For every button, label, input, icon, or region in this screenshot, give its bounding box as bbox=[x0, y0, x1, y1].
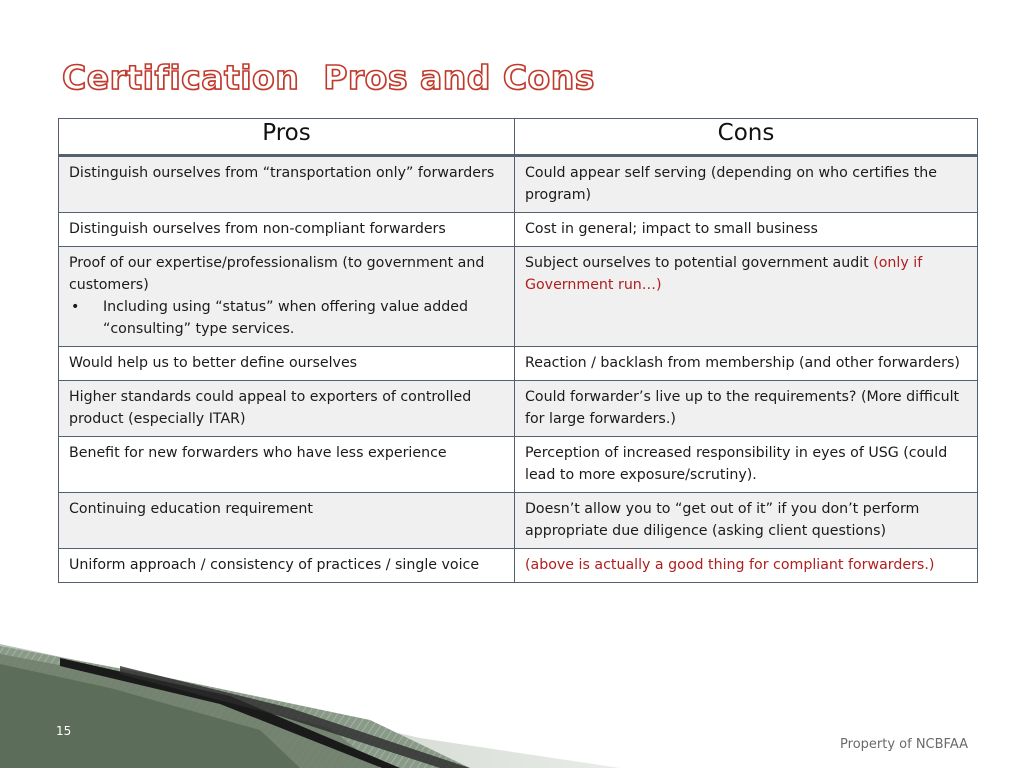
pros-header: Pros bbox=[59, 119, 515, 156]
pro-text: Proof of our expertise/professionalism (to government and customers) bbox=[69, 255, 485, 293]
con-cell bbox=[515, 549, 978, 583]
pro-cell: Would help us to better define ourselves bbox=[59, 347, 515, 381]
con-highlight: (only if Government run…) bbox=[525, 255, 923, 293]
pro-cell: Uniform approach / consistency of practices / single voice bbox=[59, 549, 515, 583]
cons-header: Cons bbox=[515, 119, 978, 156]
con-cell: Reaction / backlash from membership (and other forwarders) bbox=[515, 347, 978, 381]
table-row bbox=[59, 156, 978, 213]
con-cell bbox=[515, 247, 978, 347]
decorative-swoosh bbox=[0, 620, 620, 768]
pro-cell: Higher standards could appeal to exporters of controlled product (especially ITAR) bbox=[59, 381, 515, 437]
pro-cell: Continuing education requirement bbox=[59, 493, 515, 549]
table-row bbox=[59, 381, 978, 437]
pro-cell: Distinguish ourselves from “transportation only” forwarders bbox=[59, 156, 515, 213]
table-header-row bbox=[59, 119, 978, 156]
table-row bbox=[59, 493, 978, 549]
con-cell: Doesn’t allow you to “get out of it” if you don’t perform appropriate due diligence (asking client questions) bbox=[515, 493, 978, 549]
footer-text: Property of NCBFAA bbox=[840, 737, 968, 752]
bullet-text: Including using “status” when offering value added “consulting” type services. bbox=[103, 299, 468, 337]
pro-cell: Distinguish ourselves from non-compliant forwarders bbox=[59, 213, 515, 247]
con-cell: Cost in general; impact to small business bbox=[515, 213, 978, 247]
con-cell: Could appear self serving (depending on who certifies the program) bbox=[515, 156, 978, 213]
page-number: 15 bbox=[56, 724, 72, 738]
table-row bbox=[59, 437, 978, 493]
con-cell: Perception of increased responsibility in eyes of USG (could lead to more exposure/scrutiny). bbox=[515, 437, 978, 493]
table-row bbox=[59, 247, 978, 347]
table-row bbox=[59, 213, 978, 247]
bullet-icon: • bbox=[71, 299, 80, 315]
table-row bbox=[59, 549, 978, 583]
pro-cell bbox=[59, 247, 515, 347]
slide-title: Certification Pros and Cons bbox=[62, 58, 595, 97]
bullet-item bbox=[69, 296, 504, 340]
con-highlight: (above is actually a good thing for compliant forwarders.) bbox=[525, 557, 935, 573]
con-text: Subject ourselves to potential government audit bbox=[525, 255, 874, 271]
con-cell: Could forwarder’s live up to the requirements? (More difficult for large forwarders.) bbox=[515, 381, 978, 437]
table-row bbox=[59, 347, 978, 381]
pro-cell: Benefit for new forwarders who have less experience bbox=[59, 437, 515, 493]
pros-cons-table bbox=[58, 118, 978, 583]
